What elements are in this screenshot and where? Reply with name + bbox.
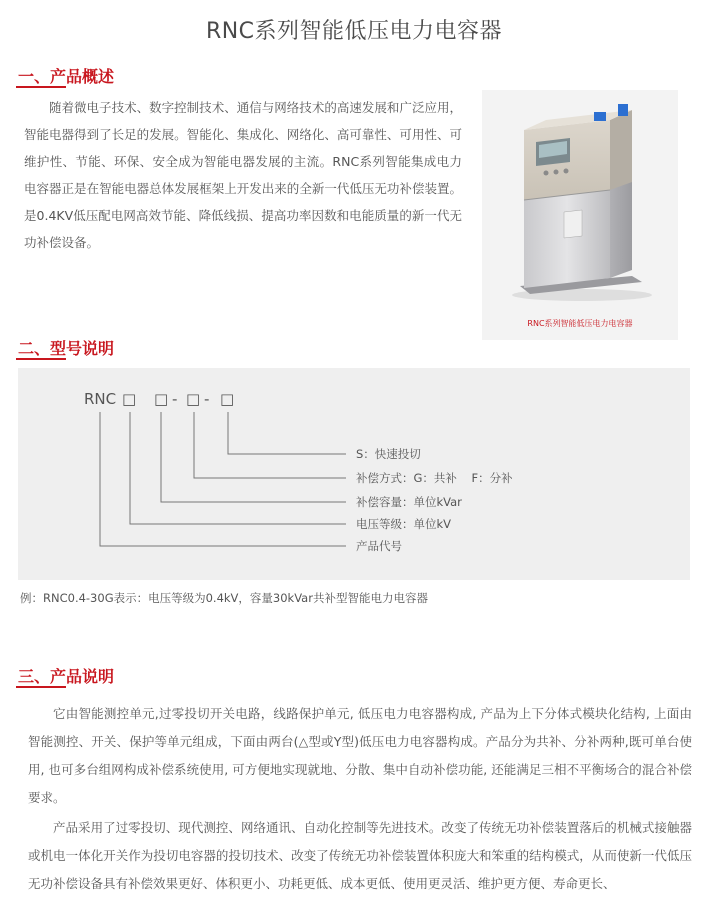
model-code-svg [18,368,690,580]
leader-line-3 [161,412,346,502]
section1-text: 随着微电子技术、数字控制技术、通信与网络技术的高速发展和广泛应用，智能电器得到了长足的发展。智能化、集成化、网络化、高可靠性、可用性、可维护性、节能、环保、安全成为智能电器发展的主流。RNC系列智能集成电力电容器正是在智能电器总体发展框架上开发出来的全新一代低压无功补偿装置。是0.4KV低压配电网高效节能、降低线损、提高功率因数和电能质量的新一代无功补偿设备。 [24,100,462,250]
model-example: 例：RNC0.4-30G表示：电压等级为0.4kV，容量30kVar共补型智能电力电容器 [20,591,428,605]
section3-paragraph-2: 产品采用了过零投切、现代测控、网络通讯、自动化控制等先进技术。改变了传统无功补偿装置落后的机械式接触器或机电一体化开关作为投切电容器的投切技术、改变了传统无功补偿装置体积庞大和笨重的结构模式，从而使新一代低压无功补偿设备具有补偿效果更好、体积更小、功耗更低、成本更低、使用更灵活、维护更方便、寿命更长、 [28,820,692,891]
code-box-fast: □ [220,390,235,408]
section3-underline [16,686,66,688]
leader-line-5 [100,412,346,546]
label-capacity: 补偿容量：单位kVar [356,495,462,509]
product-image [482,90,678,340]
leader-line-2 [194,412,346,478]
label-product-code: 产品代号 [356,539,402,553]
code-separator-2: - [204,390,210,408]
section3-paragraph-1: 它由智能测控单元,过零投切开关电路，线路保护单元, 低压电力电容器构成, 产品为上下分体式模块化结构, 上面由智能测控、开关、保护等单元组成，下面由两台(△型或Y型)低压电力电容器构成。产品分为共补、分补两种,既可单台使用, 也可多台组网构成补偿系统使用, 可方便地实现就地、分散、集中自动补偿功能, 还能满足三相不平衡场合的混合补偿要求。 [28,706,692,805]
capacitor-illustration [482,90,678,315]
label-fast-switch: S：快速投切 [356,447,421,461]
code-box-mode: □ [186,390,201,408]
code-separator-1: - [172,390,178,408]
code-box-voltage: □ [122,390,137,408]
model-code-diagram [18,368,690,580]
label-compensation-mode: 补偿方式：G：共补 F：分补 [356,471,513,485]
section3-heading: 三、产品说明 [18,667,115,686]
code-prefix: RNC [84,390,117,408]
page-title: RNC系列智能低压电力电容器 [205,19,503,44]
leader-line-4 [130,412,346,524]
label-voltage-level: 电压等级：单位kV [356,517,452,531]
product-image-caption: RNC系列智能低压电力电容器 [527,319,633,328]
section2-heading: 二、型号说明 [18,339,115,358]
leader-line-1 [228,412,346,454]
code-box-capacity: □ [154,390,169,408]
section1-heading: 一、产品概述 [18,67,115,86]
section2-underline [16,358,66,360]
section1-underline [16,86,66,88]
